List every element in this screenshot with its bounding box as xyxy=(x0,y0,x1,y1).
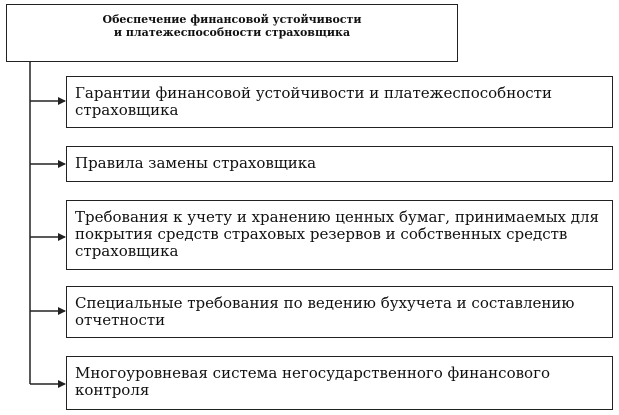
item-box-5 xyxy=(66,356,613,410)
item-box-2 xyxy=(66,146,613,182)
title-box xyxy=(6,4,458,62)
item-text-5: Многоуровневая система негосударственного финансового контроля xyxy=(75,364,550,399)
item-box-4 xyxy=(66,286,613,338)
item-text-3: Требования к учету и хранению ценных бумаг, принимаемых для покрытия средств страховых резервов и собственных средств страховщика xyxy=(75,208,599,260)
item-box-1 xyxy=(66,76,613,128)
title-text: Обеспечение финансовой устойчивости и платежеспособности страховщика xyxy=(102,13,362,39)
item-box-3 xyxy=(66,200,613,270)
item-text-1: Гарантии финансовой устойчивости и платежеспособности страховщика xyxy=(75,84,552,119)
item-text-2: Правила замены страховщика xyxy=(75,154,317,172)
item-text-4: Специальные требования по ведению бухучета и составлению отчетности xyxy=(75,294,575,329)
